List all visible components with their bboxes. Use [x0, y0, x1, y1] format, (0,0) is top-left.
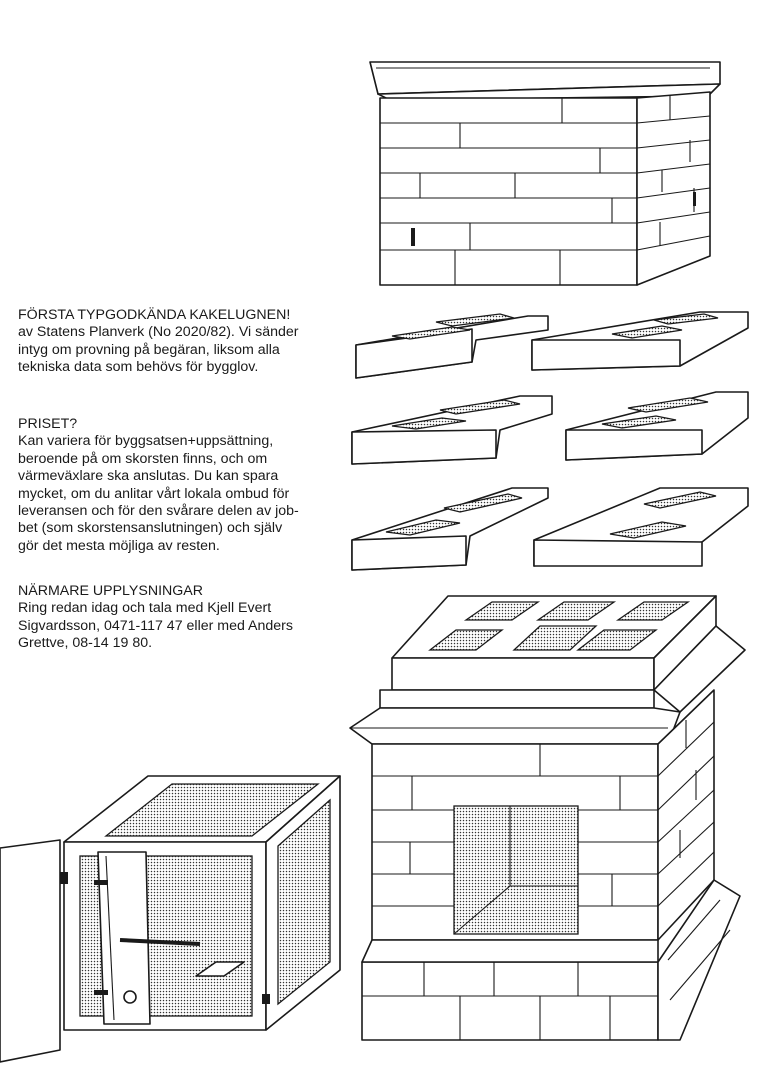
section-heading: NÄRMARE UPPLYSNINGAR: [18, 583, 203, 599]
section-line: leveransen och för den svårare delen av job-: [18, 503, 299, 520]
section-line: tekniska data som behövs för bygglov.: [18, 359, 259, 376]
section-heading: PRISET?: [18, 416, 78, 432]
section-type-approval: [18, 307, 338, 377]
section-line: värmeväxlare ska anslutas. Du kan spara: [18, 468, 279, 485]
section-price: [18, 416, 338, 555]
section-line: Sigvardsson, 0471-117 47 eller med Anders: [18, 617, 293, 634]
section-heading: FÖRSTA TYPGODKÄNDA KAKELUGNEN!: [18, 307, 291, 323]
section-line: av Statens Planverk (No 2020/82). Vi sänder: [18, 324, 299, 341]
section-contact: [18, 583, 338, 653]
firebox-with-door-illustration: [0, 776, 340, 1062]
section-line: beroende på om skorsten finns, och om: [18, 450, 268, 467]
section-line: mycket, om du anlitar vårt lokala ombud för: [18, 485, 290, 502]
section-line: Ring redan idag och tala med Kjell Evert: [18, 600, 272, 617]
section-line: gör det mesta möjliga av resten.: [18, 537, 220, 554]
section-line: Kan variera för byggsatsen+uppsättning,: [18, 433, 274, 450]
smoke-channel-slabs-illustration: [352, 312, 748, 570]
section-line: bet (som skorstensanslutningen) och själv: [18, 520, 283, 537]
tile-stove-illustration: [350, 596, 745, 1040]
chimney-crown-illustration: [370, 62, 720, 285]
section-line: intyg om provning på begäran, liksom alla: [18, 341, 280, 358]
section-line: Grettve, 08-14 19 80.: [18, 635, 153, 652]
